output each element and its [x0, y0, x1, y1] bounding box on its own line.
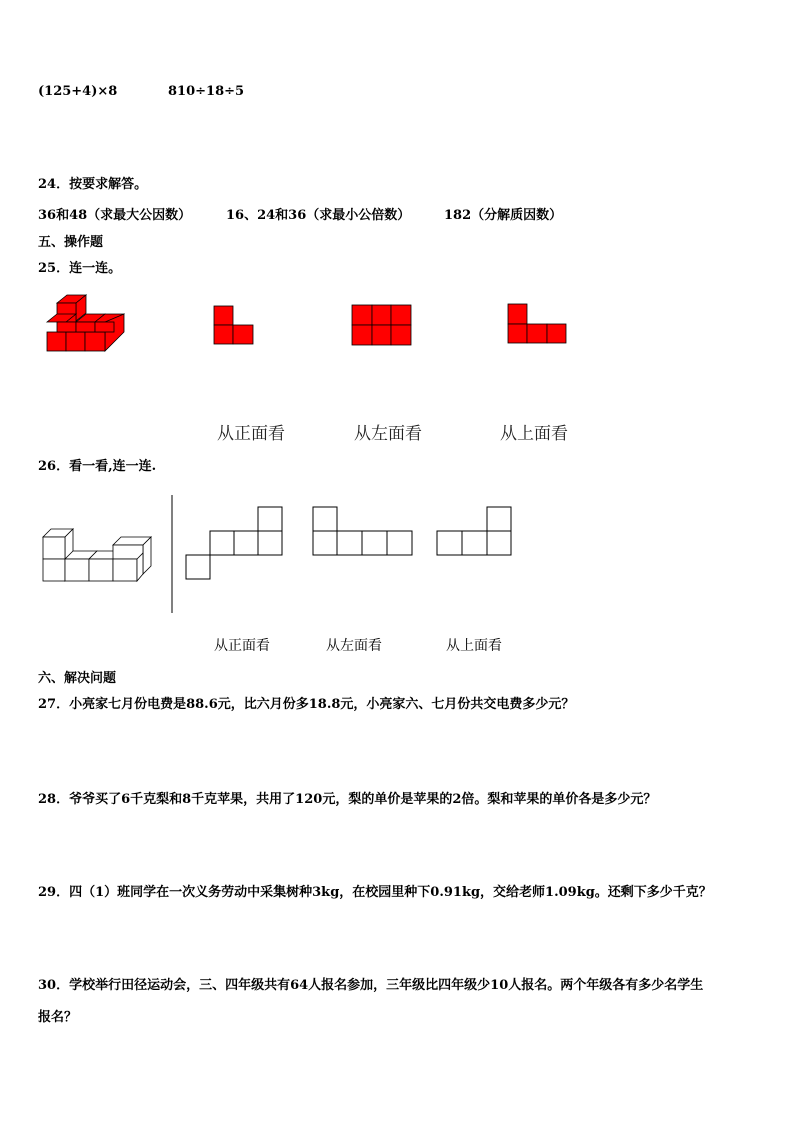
q25-label-front-view: 从正面看 — [217, 424, 285, 444]
q29-text: 29．四（1）班同学在一次义务劳动中采集树种3kg，在校园里种下0.91kg，交给老师1.09kg。还剩下多少千克？ — [38, 885, 712, 900]
q23-expression-2: 810÷18÷5 — [168, 84, 245, 99]
q26-solid-figure — [43, 529, 151, 581]
q26-label-top-view: 从上面看 — [446, 638, 502, 654]
q30-text-line-1: 30．学校举行田径运动会，三、四年级共有64人报名参加，三年级比四年级少10人报名。两个年级各有多少名学生 — [38, 978, 704, 993]
q26-view-c — [437, 507, 511, 555]
q23-expression-1: (125+4)×8 — [38, 84, 118, 99]
q24-item-1: 36和48（求最大公因数） — [38, 208, 192, 223]
q25-label-top-view: 从上面看 — [500, 424, 568, 444]
q26-view-a — [186, 507, 282, 579]
q26-label-left-view: 从左面看 — [326, 638, 382, 654]
q25-label-left-view: 从左面看 — [354, 424, 422, 444]
section-5-title: 五、操作题 — [38, 235, 104, 250]
q27-text: 27．小亮家七月份电费是88.6元，比六月份多18.8元，小亮家六、七月份共交电费多少元？ — [38, 697, 575, 712]
q28-text: 28．爷爷买了6千克梨和8千克苹果，共用了120元，梨的单价是苹果的2倍。梨和苹果的单价各是多少元？ — [38, 792, 657, 807]
section-6-title: 六、解决问题 — [38, 671, 117, 686]
q26-label-front-view: 从正面看 — [214, 638, 270, 654]
q26-view-b — [313, 507, 412, 555]
q25-title: 25．连一连。 — [38, 261, 122, 276]
q30-text-line-2: 报名？ — [38, 1010, 78, 1025]
q26-title: 26．看一看,连一连. — [38, 459, 157, 474]
q24-item-2: 16、24和36（求最小公倍数） — [226, 208, 411, 223]
q24-title: 24．按要求解答。 — [38, 177, 148, 192]
q24-item-3: 182（分解质因数） — [444, 208, 563, 223]
